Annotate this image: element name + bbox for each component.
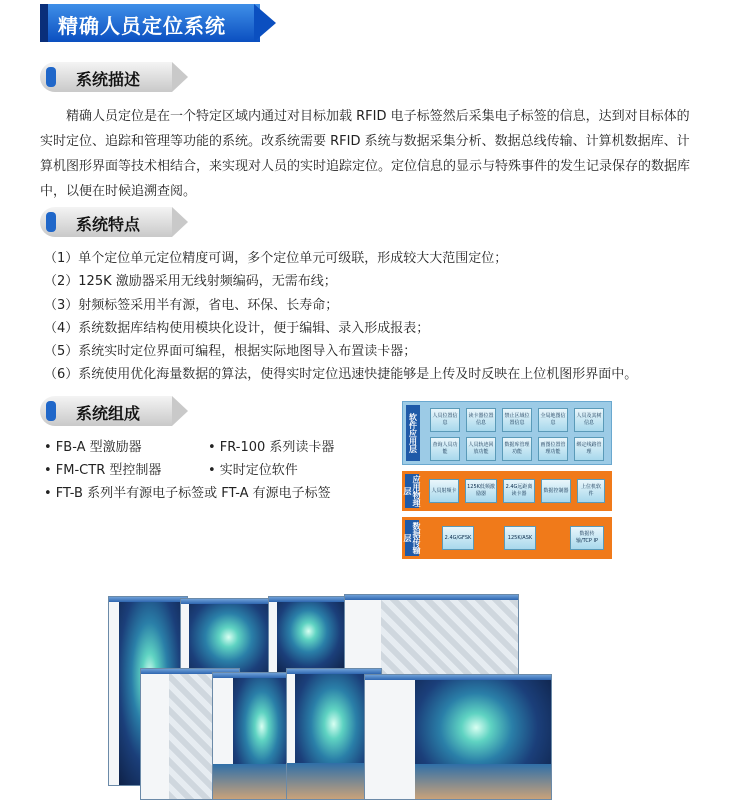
diagram-cell: 数据传输/TCP IP bbox=[570, 526, 604, 550]
diagram-cell: 数据库管理功能 bbox=[502, 437, 532, 461]
diagram-cell: 全局地图信息 bbox=[538, 408, 568, 432]
feature-item: （4）系统数据库结构使用模块化设计，便于编辑、录入形成报表； bbox=[44, 320, 430, 336]
screenshot-window bbox=[268, 596, 348, 676]
diagram-cell: 人员及其树信息 bbox=[574, 408, 604, 432]
diagram-cell: 人员位置信息 bbox=[430, 408, 460, 432]
diagram-cell: 2.4G/GFSK bbox=[442, 526, 474, 550]
diagram-cell: 人员轨迹回放功能 bbox=[466, 437, 496, 461]
section-heading-text: 系统组成 bbox=[76, 404, 141, 423]
diagram-cell: 禁止区域位置信息 bbox=[502, 408, 532, 432]
section-heading-marker bbox=[46, 401, 56, 421]
feature-item: （5）系统实时定位界面可编程，根据实际地图导入布置读卡器； bbox=[44, 344, 417, 360]
diagram-cell: 绑定线路管理 bbox=[574, 437, 604, 461]
feature-item: （3）射频标签采用半有源，省电、环保、长寿命； bbox=[44, 297, 339, 313]
section-heading-arrow bbox=[172, 62, 188, 92]
description-paragraph bbox=[40, 104, 700, 204]
section-heading-text: 系统特点 bbox=[76, 215, 141, 234]
physical-layer-band bbox=[402, 471, 612, 511]
description-line: 精确人员定位是在一个特定区域内通过对目标加载 RFID 电子标签然后采集电子标签的信息，达到对目标 bbox=[66, 109, 664, 124]
diagram-cell: 125K低频激励器 bbox=[465, 479, 497, 503]
page-title: 精确人员定位系统 bbox=[58, 14, 226, 38]
feature-item: （1）单个定位单元定位精度可调，多个定位单元可级联，形成较大大范围定位； bbox=[44, 251, 508, 266]
component-item: • FR-100 系列读卡器 bbox=[208, 440, 335, 455]
section-heading-marker bbox=[46, 67, 56, 87]
diagram-cell: 查询人员功能 bbox=[430, 437, 460, 461]
component-item: • 实时定位软件 bbox=[208, 463, 298, 478]
component-item: • FT-B 系列半有源电子标签或 FT-A 有源电子标签 bbox=[44, 486, 331, 501]
title-banner-arrow bbox=[254, 4, 276, 42]
diagram-cell: 数据控制器 bbox=[541, 479, 571, 503]
section-heading-marker bbox=[46, 212, 56, 232]
title-banner-stripe bbox=[40, 4, 48, 42]
title-banner bbox=[40, 4, 276, 42]
layer-label: 应用物理层 bbox=[403, 475, 421, 507]
feature-item: （6）系统使用优化海量数据的算法，使得实时定位迅速快捷能够是上传及时反映在上位机图形界面中。 bbox=[44, 367, 638, 383]
diagram-cell: 人员射频卡 bbox=[429, 479, 459, 503]
section-heading-arrow bbox=[172, 207, 188, 237]
description-line: 保存的数据库中，以便在时候追溯查阅。 bbox=[40, 159, 691, 199]
features-list bbox=[44, 247, 724, 387]
layer-label: 软件应用层 bbox=[406, 405, 420, 461]
diagram-cell: 上位机软件 bbox=[577, 479, 605, 503]
component-item: • FM-CTR 型控制器 bbox=[44, 463, 162, 478]
diagram-cell: 125K/ASK bbox=[504, 526, 536, 550]
architecture-diagram bbox=[402, 401, 612, 559]
software-layer-band bbox=[402, 401, 612, 465]
screenshot-window bbox=[364, 674, 552, 800]
feature-item: （2）125K 激励器采用无线射频编码，无需布线； bbox=[44, 274, 337, 290]
diagram-cell: 2.4G远距离读卡器 bbox=[503, 479, 535, 503]
description-line: 据库、计算机图形界面等技术相结合，来实现对人员的实时追踪定位。定位信息的显示与特殊事件的发生记录 bbox=[40, 134, 690, 174]
component-item: • FB-A 型激励器 bbox=[44, 440, 142, 455]
software-screenshots-collage bbox=[108, 590, 553, 800]
layer-label: 数据传输层 bbox=[403, 522, 421, 554]
section-heading-arrow bbox=[172, 396, 188, 426]
description-line: 体的实时定位、追踪和管理等功能的系统。改系统需要 RFID 系统与数据采集分析、数据总线传输、计算机数 bbox=[40, 109, 690, 149]
diagram-cell: 读卡器位置信息 bbox=[466, 408, 496, 432]
section-heading-text: 系统描述 bbox=[76, 70, 141, 89]
transport-layer-band bbox=[402, 517, 612, 559]
diagram-cell: 画图位置管理功能 bbox=[538, 437, 568, 461]
